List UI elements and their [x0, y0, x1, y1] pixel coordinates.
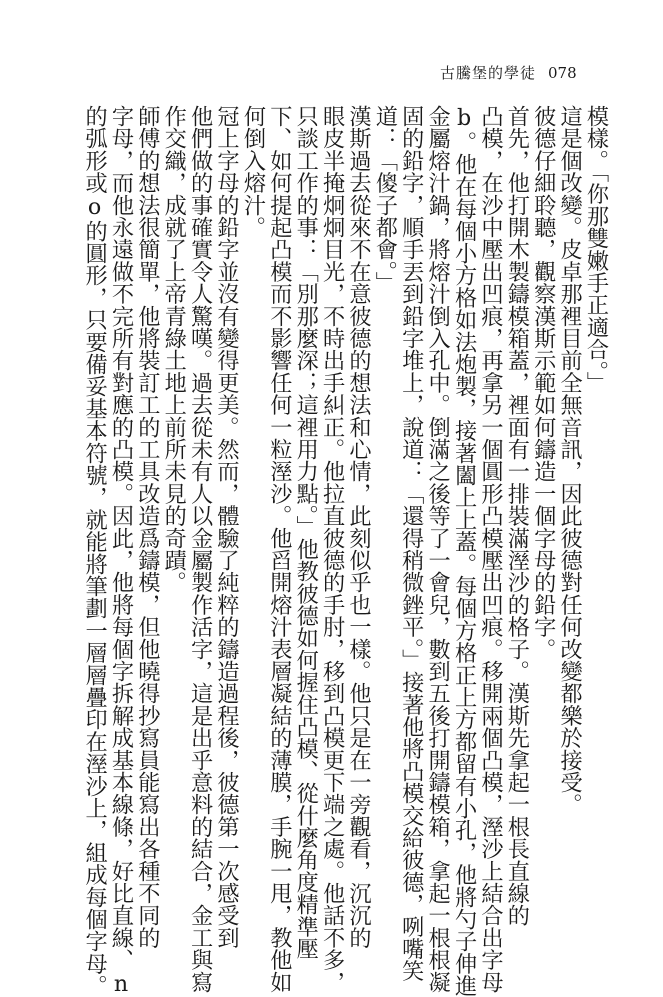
text-line: 作交織，成就了上帝青綠土地上前所未見的奇蹟。 [160, 105, 187, 594]
text-line: 模樣。「你那雙嫩手正適合。」 [583, 105, 609, 394]
text-line: 何倒入熔汁。 [239, 105, 266, 239]
running-head-title: 古騰堡的學徒 [440, 64, 537, 82]
page-number: 078 [548, 64, 577, 82]
text-line: 下、如何提起凸模而不影響任何一粒溼沙。他舀開熔汁表層凝結的薄膜，手腕一甩，教他如 [266, 105, 293, 993]
running-head [440, 62, 577, 83]
text-line: 金屬熔汁鍋，將熔汁倒入孔中。倒滿之後等了一會兒，數到五後打開鑄模箱，拿起一根根凝 [424, 105, 451, 993]
text-line: 眼皮半掩炯炯目光，不時出手糾正。他拉直彼德的手肘，移到凸模更下端之處。他話不多， [319, 105, 346, 993]
text-line: 漢斯過去從來不在意彼德的想法和心情，此刻似乎也一樣。他只是在一旁觀看，沉沉的 [345, 105, 372, 949]
text-line: 只談工作的事：「別那麼深；這裡用力點。」他教彼德如何握住凸模、從什麼角度精準壓 [292, 105, 319, 960]
text-line: 冠上字母的鉛字並沒有變得更美。然而，體驗了純粹的鑄造過程後，彼德第一次感受到 [213, 105, 240, 949]
text-line: 固的鉛字，順手丟到鉛字堆上，說道：「還得稍微銼平。」接著他將凸模交給彼德，咧嘴笑 [398, 105, 425, 982]
text-line: 字母，而他永遠做不完所有對應的凸模。因此，他將每個字拆解成基本線條，好比直線、n [107, 105, 134, 997]
text-line: 凸模，在沙中壓出凹痕，再拿另一個圓形凸模壓出凹痕。移開兩個凸模，溼沙上結合出字母 [477, 105, 504, 993]
text-line: 首先，他打開木製鑄模箱蓋，裡面有一排裝滿溼沙的格子。漢斯先拿起一根長直線的 [503, 105, 530, 927]
text-line: 他們做的事確實令人驚嘆。過去從未有人以金屬製作活字，這是出乎意料的結合，金工與寫 [187, 105, 214, 993]
text-line: 的弧形或o的圓形，只要備妥基本符號，就能將筆劃一層層疊印在溼沙上，組成每個字母。 [81, 105, 108, 997]
text-line: b。他在每個小方格如法炮製，接著闔上上蓋。每個方格正上方都留有小孔，他將勺子伸進 [451, 105, 478, 997]
text-line: 彼德仔細聆聽，觀察漢斯示範如何鑄造一個字母的鉛字。 [530, 105, 557, 660]
text-line: 道：「傻子都會。」 [371, 105, 398, 294]
text-line: 這是個改變。皮卓那裡目前全無音訊，因此彼德對任何改變都樂於接受。 [556, 105, 583, 816]
text-line: 師傅的想法很簡單，他將裝訂工的工具改造爲鑄模，但他曉得抄寫員能寫出各種不同的 [134, 105, 161, 949]
body-text [81, 105, 609, 997]
